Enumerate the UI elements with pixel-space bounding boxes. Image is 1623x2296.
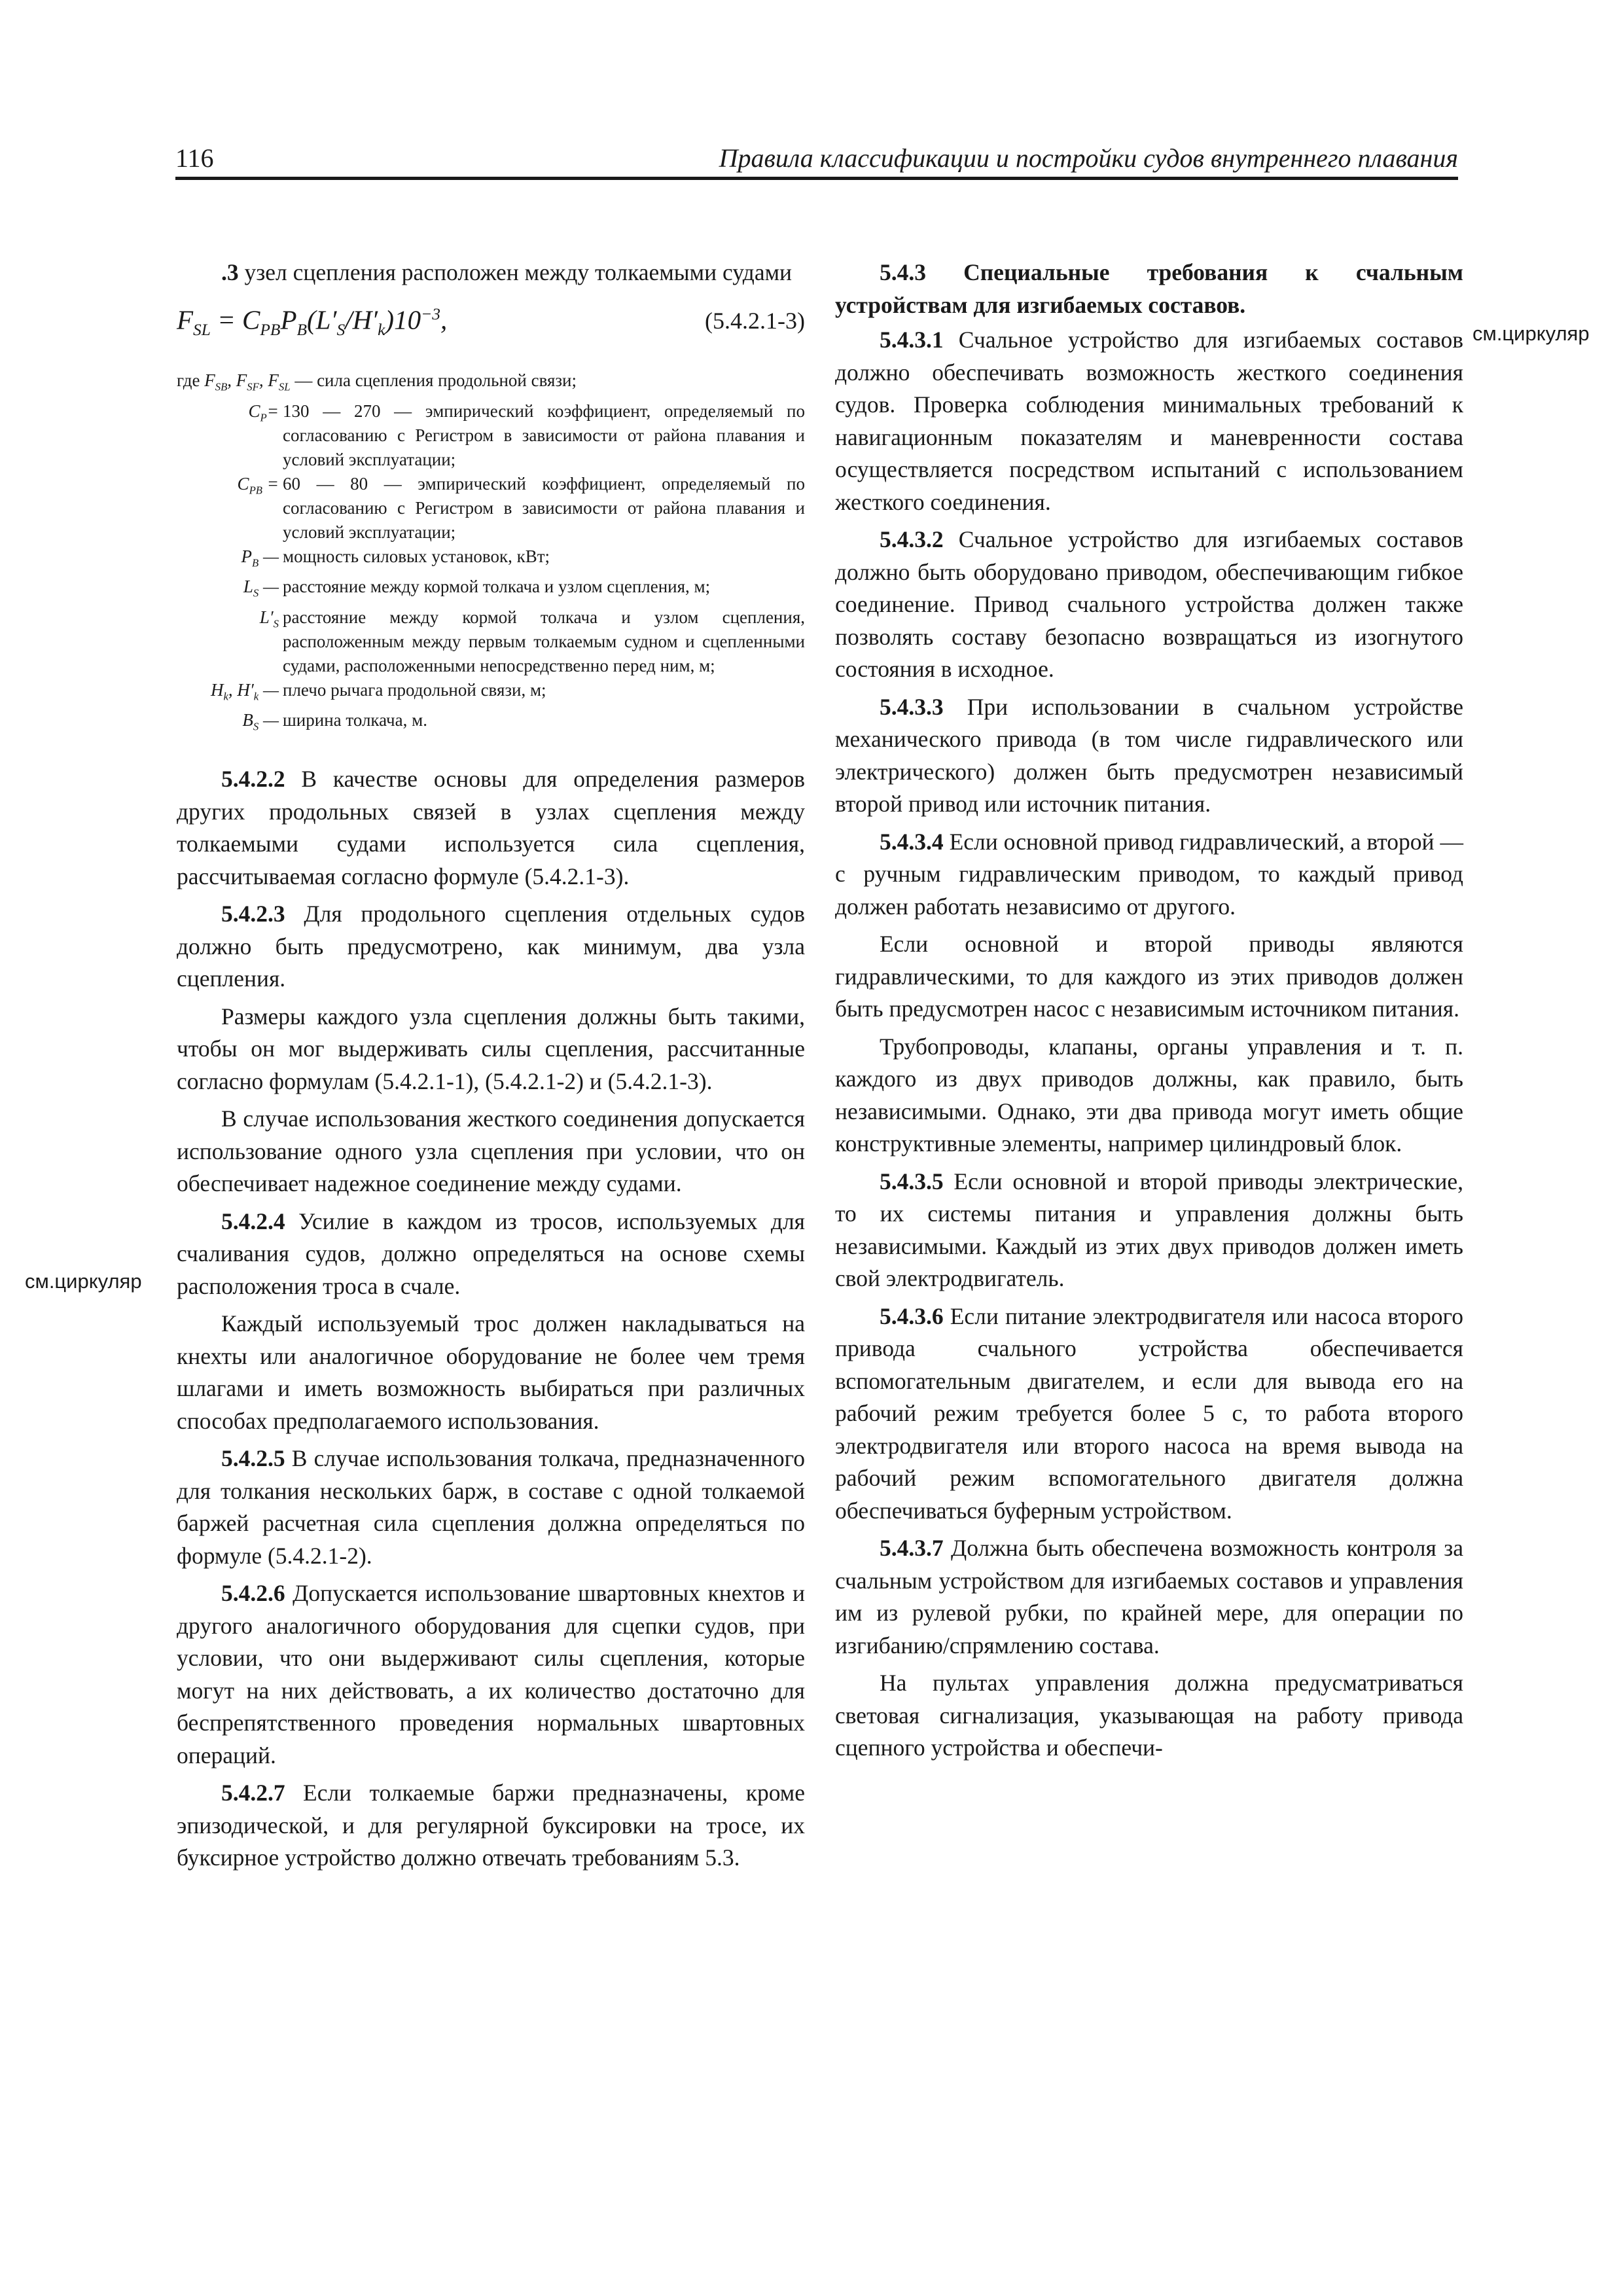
legend-row-cpb: $C_{PB}$ = 60 — 80 — эмпирический коэффициент, определяемый по согласованию с Регистром в зависимости от района плавания и условий эксплуатации;: [237, 473, 805, 542]
paragraph-5-4-2-3-rigid: В случае использования жесткого соединения допускается использование одного узла сцепления при условии, что он обеспечивает надежное соединение между судами.: [177, 1105, 805, 1197]
paragraph-5-4-2-7: 5.4.2.7 Если толкаемые баржи предназначены, кроме эпизодической, и для регулярной буксировки на тросе, их буксирное устройство должно отвечать требованиям 5.3.: [177, 1780, 805, 1871]
legend-row-ls: $L_S$ — расстояние между кормой толкача и узлом сцепления, м;: [243, 577, 711, 600]
page-number: 116: [175, 143, 214, 173]
formula-5-4-2-1-3: [177, 295, 805, 350]
section-heading-5-4-3: 5.4.3 Специальные требования к счальным устройствам для изгибаемых составов.: [835, 259, 1463, 318]
legend-row-ls-prime: $L'_S$ расстояние между кормой толкача и узлом сцепления, расположенным между первым толкаемым судном и сцепленными судами, расположенными непосредственно перед ним, м;: [259, 607, 805, 675]
paragraph-text: узел сцепления расположен между толкаемыми судами: [238, 259, 793, 285]
legend-row-hk: $H_k$, $H'_k$ — плечо рычага продольной связи, м;: [210, 679, 546, 702]
margin-note-circular-left[interactable]: см.циркуляр: [25, 1270, 142, 1293]
legend-intro-label: где: [177, 370, 200, 391]
paragraph-5-4-3-3: 5.4.3.3 При использовании в счальном устройстве механического привода (в том числе гидравлического или электрического) должен быть предусмотрен независимый второй привод или источник питания.: [835, 693, 1463, 817]
paragraph-5-4-2-3-sizes: Размеры каждого узла сцепления должны быть такими, чтобы он мог выдерживать силы сцепления, рассчитанные согласно формулам (5.4.2.1-1), (5.4.2.1-2) и (5.4.2.1-3).: [177, 1003, 805, 1094]
item-number: .3: [221, 259, 239, 285]
paragraph-5-4-2-3: 5.4.2.3 Для продольного сцепления отдельных судов должно быть предусмотрено, как минимум, два узла сцепления.: [177, 901, 805, 992]
paragraph-5-4-3-4: 5.4.3.4 Если основной привод гидравлический, а второй — с ручным гидравлическим приводом, то каждый привод должен работать независимо от другого.: [835, 828, 1463, 920]
paragraph-5-4-3-7: 5.4.3.7 Должна быть обеспечена возможность контроля за счальным устройством для изгибаемых составов и управления им из рулевой рубки, по крайней мере, для операции по изгибанию/спрямлению состава.: [835, 1535, 1463, 1659]
paragraph-5-4-3-2: 5.4.3.2 Счальное устройство для изгибаемых составов должно быть оборудовано приводом, обеспечивающим гибкое соединение. Привод счального устройства должен также позволять составу безопасно возвращаться из изогнутого состояния в исходное.: [835, 526, 1463, 682]
margin-note-circular-right[interactable]: см.циркуляр: [1472, 322, 1590, 345]
paragraph-5-4-2-4-rope: Каждый используемый трос должен накладываться на кнехты или аналогичное оборудование не более чем тремя шлагами и иметь возможность выбираться при различных способах предполагаемого использования.: [177, 1310, 805, 1434]
legend-row-pb: $P_B$ — мощность силовых установок, кВт;: [241, 546, 550, 569]
legend-intro-text: — сила сцепления продольной связи;: [290, 370, 577, 391]
formula-expression: $F_{SL} = C_{PB}P_B(L'_S/H'_k)10^{-3}$,: [177, 304, 448, 339]
left-column: [177, 257, 805, 1880]
formula-number: (5.4.2.1-3): [705, 308, 805, 334]
paragraph-5-4-3-4-pipes: Трубопроводы, клапаны, органы управления и т. п. каждого из двух приводов должны, как правило, быть независимыми. Однако, эти два привода могут иметь общие конструктивные элементы, например цилиндровый блок.: [835, 1033, 1463, 1157]
legend-row-bs: $B_S$ — ширина толкача, м.: [242, 709, 427, 733]
legend-row-fsl: где $F_{SB}$, $F_{SF}$, $F_{SL}$ — сила сцепления продольной связи;: [177, 370, 577, 393]
paragraph-5-4-2-6: 5.4.2.6 Допускается использование швартовных кнехтов и другого аналогичного оборудования для сцепки судов, при условии, что они выдерживают силы сцепления, которые могут на них действовать, а их количество достаточно для беспрепятственного проведения нормальных швартовных операций.: [177, 1580, 805, 1768]
paragraph-5-4-3-5: 5.4.3.5 Если основной и второй приводы электрические, то их системы питания и управления должны быть независимыми. Каждый из этих двух приводов должен иметь свой электродвигатель.: [835, 1168, 1463, 1291]
running-title: Правила классификации и постройки судов внутреннего плавания: [719, 143, 1458, 173]
page-header: [175, 140, 1458, 180]
paragraph-item-3: [177, 257, 805, 289]
formula-legend: [177, 368, 805, 738]
right-column: [835, 257, 1463, 1770]
paragraph-5-4-2-4: 5.4.2.4 Усилие в каждом из тросов, используемых для счаливания судов, должно определяться на основе схемы расположения троса в счале.: [177, 1208, 805, 1299]
paragraph-5-4-3-4-hydraulic: Если основной и второй приводы являются гидравлическими, то для каждого из этих приводов должен быть предусмотрен насос с независимым источником питания.: [835, 931, 1463, 1022]
paragraph-5-4-2-2: 5.4.2.2 В качестве основы для определения размеров других продольных связей в узлах сцепления между толкаемыми судами используется сила сцепления, рассчитываемая согласно формуле (5.4.2.1-3).: [177, 766, 805, 889]
paragraph-5-4-3-1: 5.4.3.1 Счальное устройство для изгибаемых составов должно обеспечивать возможность жесткого соединения судов. Проверка соблюдения минимальных требований к навигационным показателям и маневренности состава осуществляется посредством испытаний с использованием жесткого соединения.: [835, 327, 1463, 515]
paragraph-5-4-3-6: 5.4.3.6 Если питание электродвигателя или насоса второго привода счального устройства обеспечивается вспомогательным двигателем, и если для вывода его на рабочий режим требуется более 5 с, то работа второго электродвигателя или второго насоса на время вывода на рабочий режим вспомогательного двигателя должна обеспечиваться буферным устройством.: [835, 1302, 1463, 1524]
paragraph-5-4-2-5: 5.4.2.5 В случае использования толкача, предназначенного для толкания нескольких барж, в составе с одной толкаемой баржей расчетная сила сцепления должна определяться по формуле (5.4.2.1-2).: [177, 1445, 805, 1569]
legend-row-cp: $C_P=$ 130 — 270 — эмпирический коэффициент, определяемый по согласованию с Регистром в зависимости от района плавания и условий эксплуатации;: [248, 401, 805, 469]
paragraph-5-4-3-7-panels: На пультах управления должна предусматриваться световая сигнализация, указывающая на работу привода сцепного устройства и обеспечи-: [835, 1670, 1463, 1761]
